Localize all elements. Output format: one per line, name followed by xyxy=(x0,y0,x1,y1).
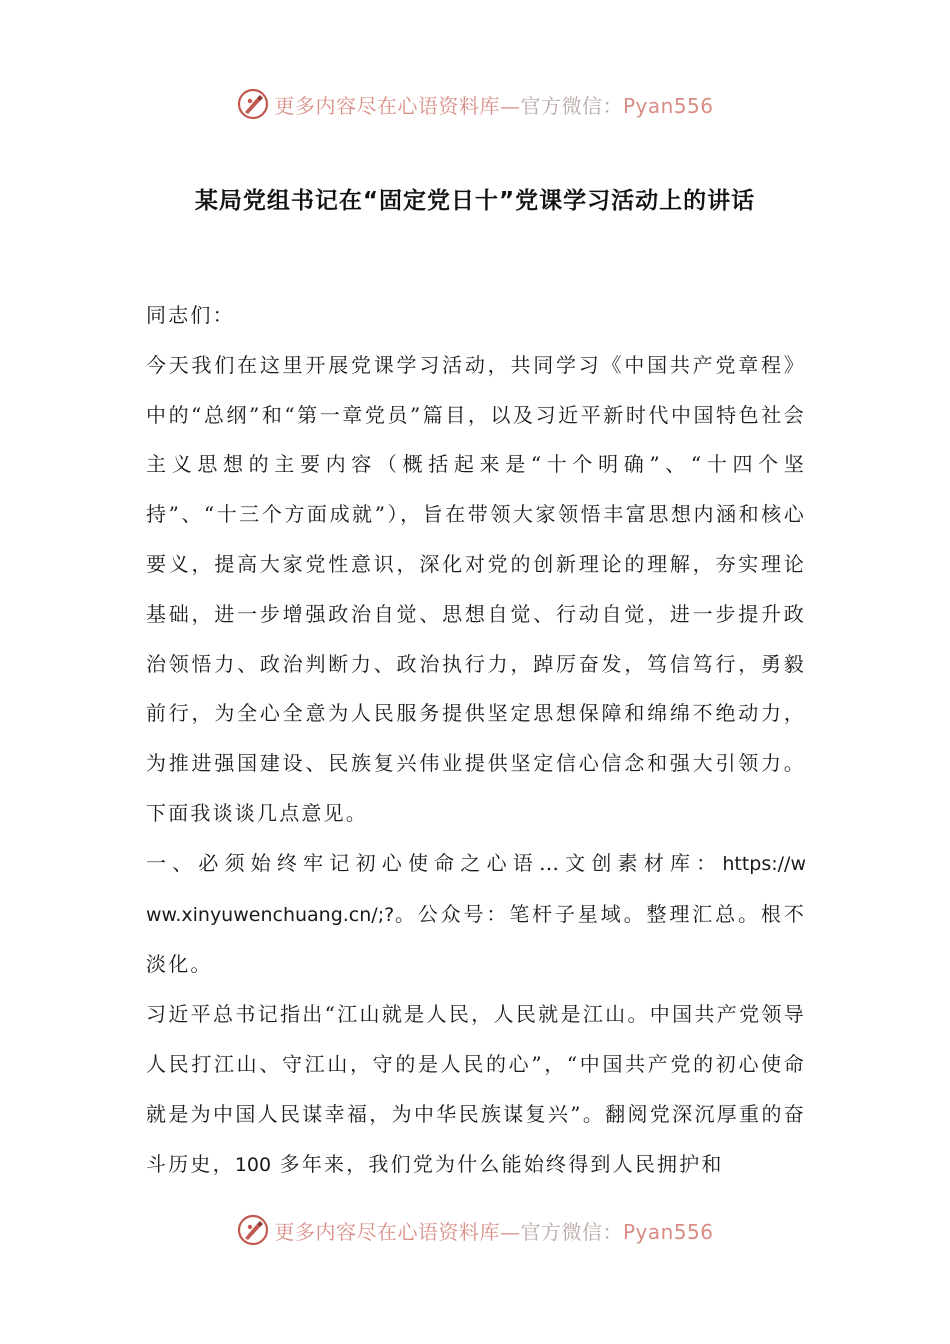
paragraph-2-text-a: 习近平总书记指出“江山就是人民，人民就是江山。中国共产党领导人民打江山、守江山，守的是人民的心”，“中国共产党的初心使命就是为中国人民谋幸福，为中华民族谋复兴”。翻阅党深沉厚重的奋斗历史， xyxy=(146,1002,806,1176)
watermark-wechat-label: 官方微信： xyxy=(520,93,623,118)
section-1-paragraph xyxy=(146,839,806,990)
watermark-brand-footer: 更多内容尽在心语资料库 xyxy=(274,1219,500,1244)
section-1-url-scheme: https:// xyxy=(722,852,791,875)
paragraph-intro: 今天我们在这里开展党课学习活动，共同学习《中国共产党章程》中的“总纲”和“第一章党员”篇目，以及习近平新时代中国特色社会主义思想的主要内容（概括起来是“十个明确”、“十四个坚持”、“十三个方面成就”），旨在带领大家领悟丰富思想内涵和核心要义，提高大家党性意识，深化对党的创新理论的理解，夯实理论基础，进一步增强政治自觉、思想自觉、行动自觉，进一步提升政治领悟力、政治判断力、政治执行力，踔厉奋发，笃信笃行，勇毅前行，为全心全意为人民服务提供坚定思想保障和绵绵不绝动力，为推进强国建设、民族复兴伟业提供坚定信心信念和强大引领力。下面我谈谈几点意见。 xyxy=(146,352,806,825)
pen-circle-logo-icon xyxy=(236,1213,270,1247)
watermark-text-footer xyxy=(274,1216,713,1245)
paragraph-2-text-b: 多年来，我们党为什么能始终得到人民拥护和 xyxy=(271,1151,724,1176)
section-1-tail: 。公众号：笔杆子星域。整理汇总。根不淡化。 xyxy=(146,901,806,977)
watermark-footer xyxy=(0,1210,950,1250)
watermark-dash: — xyxy=(499,93,521,118)
section-1-url-host: www.xinyuwenchuang.cn/;? xyxy=(146,852,806,926)
document-body xyxy=(146,291,806,1190)
pen-circle-logo-icon xyxy=(236,87,270,121)
watermark-text xyxy=(274,90,713,119)
watermark-header xyxy=(0,84,950,124)
section-1-heading: 一、必须始终牢记初心使命之心语…文创素材库： xyxy=(146,850,723,875)
watermark-dash-footer: — xyxy=(499,1219,521,1244)
watermark-brand: 更多内容尽在心语资料库 xyxy=(274,93,500,118)
paragraph-2 xyxy=(146,990,806,1190)
watermark-wechat-label-footer: 官方微信： xyxy=(520,1219,623,1244)
watermark-wechat-id-footer: Pyan556 xyxy=(622,1219,714,1244)
watermark-wechat-id: Pyan556 xyxy=(622,93,714,118)
salutation: 同志们： xyxy=(146,303,235,327)
document-title: 某局党组书记在“固定党日十”党课学习活动上的讲话 xyxy=(194,188,756,214)
paragraph-2-number: 100 xyxy=(234,1153,272,1176)
